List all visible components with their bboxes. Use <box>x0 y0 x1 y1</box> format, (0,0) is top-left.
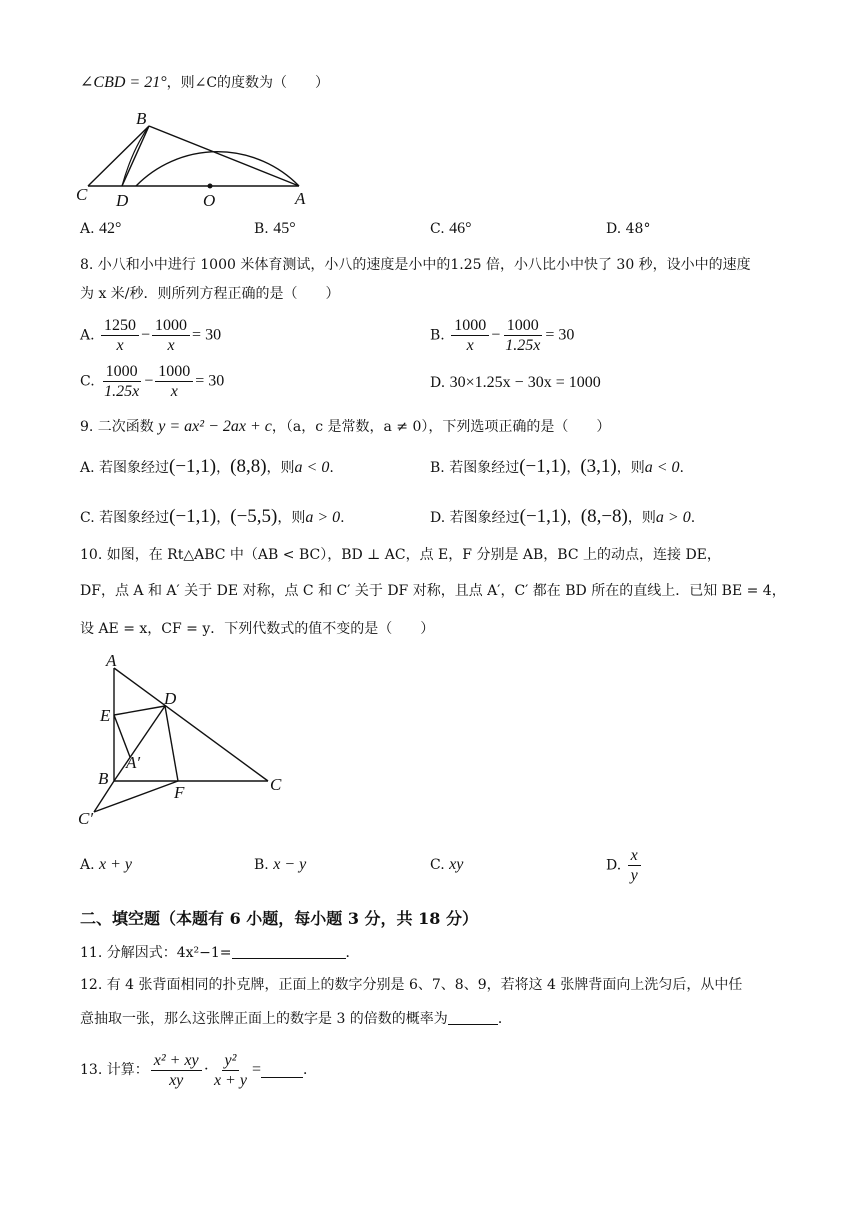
answer-blank[interactable] <box>232 944 346 959</box>
q7-line-cb <box>88 126 149 186</box>
q10-option-c[interactable]: C. xy <box>430 856 464 873</box>
fraction: $\frac{1000}{1.25x}$ <box>505 317 541 354</box>
q10-option-d[interactable]: D. $\frac{x}{y}$ <box>606 846 643 885</box>
q10-label-a-prime: A′ <box>126 753 141 772</box>
q10-option-a[interactable]: A. x + y <box>80 856 133 873</box>
q7-option-b[interactable]: B. 45° <box>254 220 296 237</box>
fraction: $\frac{1000}{x}$ <box>451 316 489 355</box>
fraction: $\frac{1000}{1.25x}$ <box>104 363 140 400</box>
q9-option-d[interactable]: D. 若图象经过(−1,1)，(8,−8)，则a > 0. <box>430 506 696 527</box>
q10-label-d: D <box>164 689 177 708</box>
q10-label-f: F <box>174 783 185 802</box>
section-title: 二、填空题（本题有 6 小题，每小题 3 分，共 18 分） <box>80 909 478 928</box>
q7-label-a: A <box>295 189 306 208</box>
fraction: $\frac{\text{x² + xy}}{xy}$ <box>151 1051 202 1090</box>
q10-label-a: A <box>106 651 117 670</box>
q7-option-a[interactable]: A. 42° <box>80 220 122 237</box>
q7-semicircle <box>136 152 299 186</box>
fraction: $\frac{\text{y²}}{x + y}$ <box>213 1051 247 1089</box>
answer-blank[interactable] <box>448 1010 498 1025</box>
fraction: $\frac{1000}{x}$ <box>152 316 190 355</box>
q7-stem <box>80 72 329 94</box>
q7-label-d: D <box>116 191 129 210</box>
q8-stem-line2: 为 x 米/秒．则所列方程正确的是（ ） <box>80 286 340 302</box>
answer-blank[interactable] <box>261 1063 303 1078</box>
q10-stem-line2: DF，点 A 和 A′ 关于 DE 对称，点 C 和 C′ 关于 DF 对称，且点 A′，C′ 都在 BD 所在的直线上．已知 BE = 4， <box>80 583 786 599</box>
q8-option-b[interactable]: B. $\frac{1000}{x}$ − $\frac{1000}{1.25x}$ = 30 <box>430 317 575 354</box>
fraction: $\frac{1000}{x}$ <box>155 362 193 401</box>
q10-option-b[interactable]: B. x − y <box>254 856 307 873</box>
q10-label-c-prime: C′ <box>78 809 94 828</box>
q10-stem-line1: 10. 如图，在 Rt△ABC 中（AB < BC），BD ⊥ AC，点 E，F 分别是 AB，BC 上的动点，连接 DE， <box>80 547 721 563</box>
q9-stem: 9. 二次函数 y = ax² − 2ax + c，（a，c 是常数，a ≠ 0），下列选项正确的是（ ） <box>80 418 611 435</box>
q12-line2: 意抽取一张，那么这张牌正面上的数字是 3 的倍数的概率为 ． <box>80 1011 512 1027</box>
q7-label-o: O <box>203 191 216 210</box>
q13: 13. 计算： $\frac{\text{x² + xy}}{xy}$ · $\frac{\text{y²}}{x + y}$ = ． <box>80 1051 317 1089</box>
q8-stem-line1: 8. 小八和小中进行 1000 米体育测试，小八的速度是小中的1.25 倍，小八比小中快了 30 秒，设小中的速度 <box>80 257 751 273</box>
q7-center-dot <box>208 184 213 189</box>
q10-stem-line3: 设 AE = x，CF = y．下列代数式的值不变的是（ ） <box>80 621 435 637</box>
q7-stem-text: ，则∠C的度数为（ ） <box>166 75 330 91</box>
q7-line-ba <box>149 126 299 186</box>
q10-label-b: B <box>98 769 109 788</box>
q7-label-c: C <box>76 185 88 204</box>
q10-label-c: C <box>270 775 282 794</box>
q12-line1: 12. 有 4 张背面相同的扑克牌，正面上的数字分别是 6、7、8、9，若将这 4 张牌背面向上洗匀后，从中任 <box>80 977 743 993</box>
q8-option-c[interactable]: C. $\frac{1000}{1.25x}$ − $\frac{1000}{x}$ = 30 <box>80 363 225 400</box>
fraction: $\frac{x}{y}$ <box>628 846 641 885</box>
q10-figure <box>72 650 292 830</box>
fraction: $\frac{1250}{x}$ <box>101 316 139 355</box>
q9-option-b[interactable]: B. 若图象经过(−1,1)，(3,1)，则a < 0. <box>430 456 684 477</box>
q8-option-d[interactable]: D. 30×1.25x − 30x = 1000 <box>430 374 601 391</box>
q8-option-a[interactable]: A. $\frac{1250}{x}$ − $\frac{1000}{x}$ = 30 <box>80 317 222 354</box>
q7-option-c[interactable]: C. 46° <box>430 220 472 237</box>
q7-figure <box>70 100 320 212</box>
q7-label-b: B <box>136 109 147 128</box>
q9-option-c[interactable]: C. 若图象经过(−1,1)，(−5,5)，则a > 0. <box>80 506 345 527</box>
q7-option-d[interactable]: D. 48° <box>606 221 651 237</box>
q10-label-e: E <box>100 706 111 725</box>
q9-option-a[interactable]: A. 若图象经过(−1,1)，(8,8)，则a < 0. <box>80 456 334 477</box>
q7-stem-math: ∠CBD = 21° <box>80 74 167 91</box>
q11: 11. 分解因式：4x²−1= ． <box>80 945 360 961</box>
